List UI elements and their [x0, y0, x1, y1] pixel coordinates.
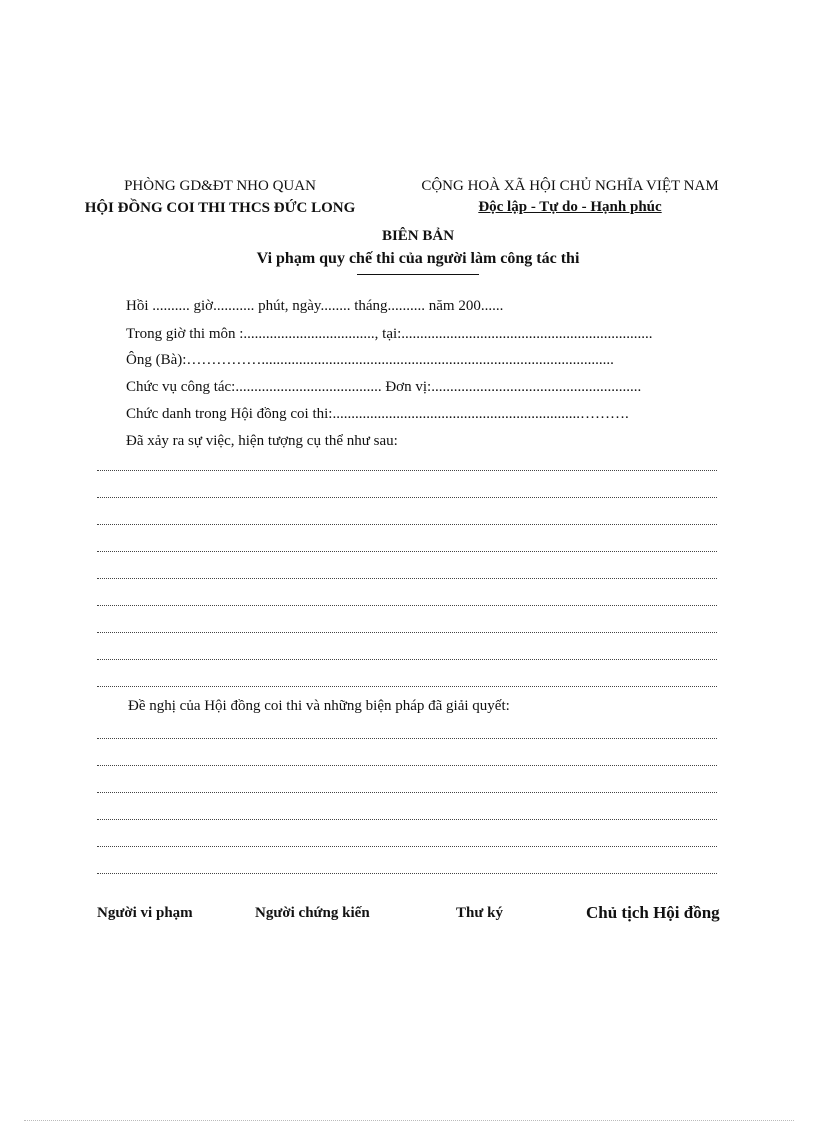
proposal-line — [97, 738, 717, 739]
proposal-line — [97, 819, 717, 820]
title-underline — [357, 274, 479, 275]
field-exam-subject: Trong giờ thi môn :..................................., tại:................................................................... — [126, 326, 653, 342]
incident-line — [97, 605, 717, 606]
department-name: PHÒNG GD&ĐT NHO QUAN — [124, 178, 316, 194]
proposal-line — [97, 765, 717, 766]
national-motto: Độc lập - Tự do - Hạnh phúc — [478, 199, 662, 215]
field-person-name: Ông (Bà):…………….............................................................................................. — [126, 352, 614, 368]
proposal-line — [97, 846, 717, 847]
proposal-line — [97, 873, 717, 874]
page-bottom-border — [24, 1120, 794, 1121]
council-name: HỘI ĐỒNG COI THI THCS ĐỨC LONG — [84, 200, 356, 216]
incident-line — [97, 686, 717, 687]
field-incident-label: Đã xảy ra sự việc, hiện tượng cụ thể như sau: — [126, 433, 398, 449]
incident-line — [97, 659, 717, 660]
incident-line — [97, 470, 717, 471]
incident-line — [97, 497, 717, 498]
field-position: Chức vụ công tác:....................................... Đơn vị:........................................................ — [126, 379, 642, 395]
field-council-role: Chức danh trong Hội đồng coi thi:..................................................................………. — [126, 406, 629, 422]
document-subtitle: Vi phạm quy chế thi của người làm công tác thi — [256, 250, 580, 267]
document-title: BIÊN BẢN — [381, 228, 455, 244]
incident-line — [97, 524, 717, 525]
country-name: CỘNG HOÀ XÃ HỘI CHỦ NGHĨA VIỆT NAM — [421, 178, 719, 194]
field-time: Hồi .......... giờ........... phút, ngày........ tháng.......... năm 200...... — [126, 298, 504, 314]
incident-line — [97, 551, 717, 552]
signature-secretary: Thư ký — [456, 905, 503, 921]
incident-line — [97, 578, 717, 579]
incident-line — [97, 632, 717, 633]
signature-witness: Người chứng kiến — [255, 905, 370, 921]
proposal-label: Đề nghị của Hội đồng coi thi và những biện pháp đã giải quyết: — [128, 698, 510, 714]
signature-chairman: Chủ tịch Hội đồng — [586, 903, 720, 922]
proposal-line — [97, 792, 717, 793]
signature-violator: Người vi phạm — [97, 905, 193, 921]
